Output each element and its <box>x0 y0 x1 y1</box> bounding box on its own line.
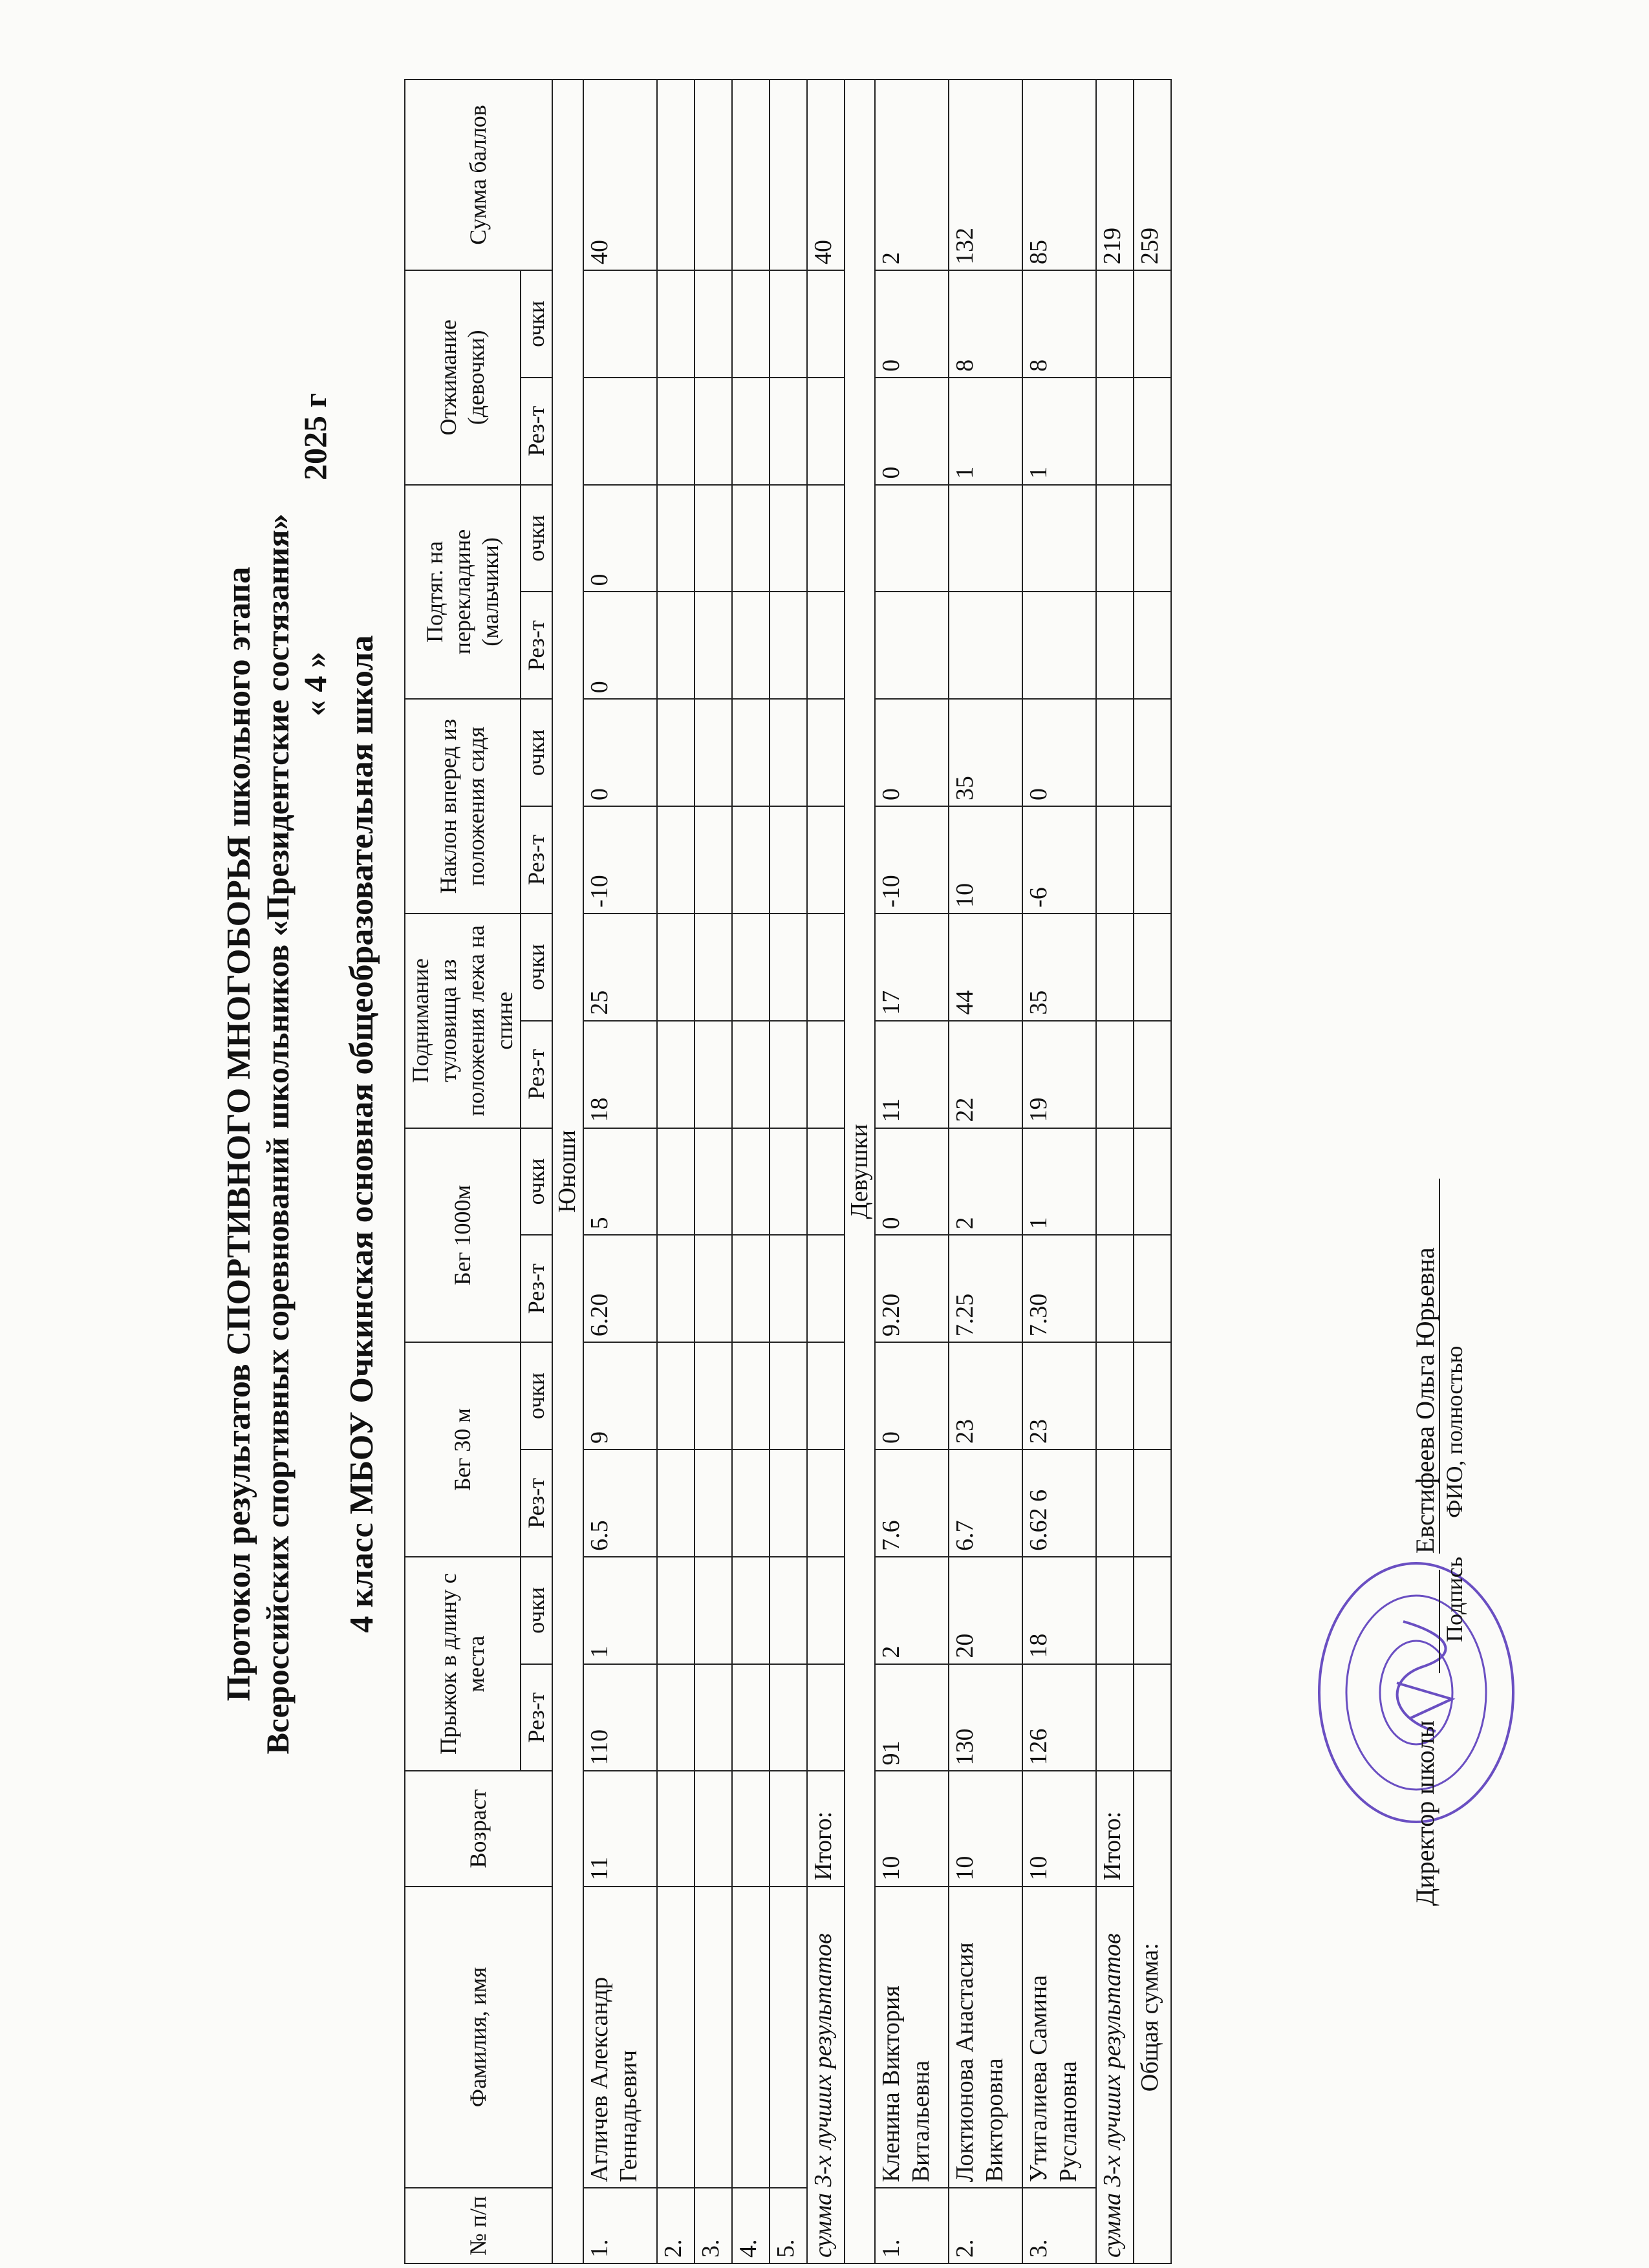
points-cell <box>695 1342 732 1450</box>
table-row <box>1022 80 1096 2263</box>
total-score: 2 <box>875 80 949 270</box>
points-cell <box>732 1557 770 1664</box>
points-cell <box>949 485 1022 592</box>
points-cell <box>695 914 732 1021</box>
results-body <box>552 80 1171 2263</box>
result-cell <box>695 1021 732 1128</box>
protocol-title: Протокол результатов СПОРТИВНОГО МНОГОБОРЬЯ школьного этапа <box>221 566 257 1702</box>
points-cell: 0 <box>583 699 657 806</box>
result-cell: 6.20 <box>583 1235 657 1342</box>
result-cell <box>657 378 695 485</box>
participant-name <box>770 1887 807 2188</box>
total-score <box>657 80 695 270</box>
participant-name: Кленина Виктория Витальевна <box>875 1887 949 2188</box>
empty-cell <box>1096 1450 1134 1557</box>
grand-total-value: 259 <box>1134 80 1171 270</box>
points-cell: 20 <box>949 1557 1022 1664</box>
points-cell <box>657 1128 695 1236</box>
points-cell: 8 <box>949 270 1022 378</box>
header-age: Возраст <box>405 1771 552 1886</box>
empty-cell <box>807 592 845 699</box>
participant-age <box>657 1771 695 1886</box>
empty-cell <box>807 699 845 806</box>
empty-cell <box>807 485 845 592</box>
points-cell: 35 <box>949 699 1022 806</box>
points-cell: 23 <box>1022 1342 1096 1450</box>
header-result: Рез-т <box>521 378 552 485</box>
boys-sum-row-value: 40 <box>807 80 845 270</box>
result-cell <box>732 1235 770 1342</box>
points-cell: 0 <box>1022 699 1096 806</box>
points-cell <box>770 914 807 1021</box>
director-name: Евстифеева Ольга Юрьевна <box>1410 1247 1439 1554</box>
points-cell <box>657 270 695 378</box>
participant-age: 10 <box>1022 1771 1096 1886</box>
girls-sum-row-value: 219 <box>1096 80 1134 270</box>
table-row <box>657 80 695 2263</box>
row-number: 1. <box>583 2188 657 2263</box>
points-cell: 2 <box>949 1128 1022 1236</box>
empty-cell <box>1134 270 1171 378</box>
girls-sum-row-label: сумма 3-х лучших результатов <box>1096 1887 1134 2263</box>
result-cell <box>770 1450 807 1557</box>
header-result: Рез-т <box>521 1664 552 1771</box>
boys-sum-row-itogo: Итого: <box>807 1771 845 1886</box>
header-points: очки <box>521 1128 552 1236</box>
table-row <box>732 80 770 2263</box>
result-cell <box>657 592 695 699</box>
result-cell <box>657 1021 695 1128</box>
points-cell <box>770 1557 807 1664</box>
boys-sum-row-label: сумма 3-х лучших результатов <box>807 1887 845 2263</box>
school-title: 4 класс МБОУ Очкинская основная общеобразовательная школа <box>343 635 380 1633</box>
points-cell <box>732 914 770 1021</box>
header-points: очки <box>521 914 552 1021</box>
result-cell: 9.20 <box>875 1235 949 1342</box>
header-result: Рез-т <box>521 806 552 914</box>
boys-sum-row <box>807 80 845 2263</box>
participant-age <box>732 1771 770 1886</box>
header-event-pullups: Подтяг. на перекладине (мальчики) <box>405 485 521 700</box>
empty-cell <box>1134 1342 1171 1450</box>
points-cell: 8 <box>1022 270 1096 378</box>
result-cell: -10 <box>583 806 657 914</box>
empty-cell <box>1134 1664 1171 1771</box>
points-cell <box>657 699 695 806</box>
empty-cell <box>1134 485 1171 592</box>
result-cell <box>875 592 949 699</box>
girls-section <box>845 80 876 2263</box>
result-cell <box>1022 592 1096 699</box>
header-result: Рез-т <box>521 1021 552 1128</box>
participant-age: 10 <box>875 1771 949 1886</box>
empty-cell <box>1134 806 1171 914</box>
empty-cell <box>807 1128 845 1236</box>
result-cell: 22 <box>949 1021 1022 1128</box>
points-cell <box>657 1342 695 1450</box>
points-cell <box>1022 485 1096 592</box>
empty-cell <box>1134 1235 1171 1342</box>
row-number: 1. <box>875 2188 949 2263</box>
points-cell <box>770 270 807 378</box>
total-score <box>695 80 732 270</box>
points-cell: 17 <box>875 914 949 1021</box>
table-row <box>875 80 949 2263</box>
points-cell <box>732 485 770 592</box>
points-cell <box>770 1128 807 1236</box>
empty-cell <box>1134 378 1171 485</box>
result-cell: 10 <box>949 806 1022 914</box>
empty-cell <box>1096 1557 1134 1664</box>
signature-line <box>1439 1570 1440 1673</box>
result-cell <box>695 1235 732 1342</box>
points-cell: 25 <box>583 914 657 1021</box>
participant-name <box>732 1887 770 2188</box>
points-cell <box>695 1128 732 1236</box>
points-cell <box>657 1557 695 1664</box>
header-points: очки <box>521 699 552 806</box>
header-event-run1000: Бег 1000м <box>405 1128 521 1343</box>
date-day: « 4 » <box>297 652 333 716</box>
empty-cell <box>807 378 845 485</box>
points-cell <box>770 485 807 592</box>
total-score: 85 <box>1022 80 1096 270</box>
result-cell: 6.7 <box>949 1450 1022 1557</box>
girls-section-title: Девушки <box>845 80 876 2263</box>
points-cell <box>875 485 949 592</box>
points-cell: 35 <box>1022 914 1096 1021</box>
points-cell: 0 <box>875 1128 949 1236</box>
row-number: 2. <box>949 2188 1022 2263</box>
participant-name <box>695 1887 732 2188</box>
director-name-line <box>1439 1179 1440 1554</box>
result-cell: 7.6 <box>875 1450 949 1557</box>
points-cell: 0 <box>875 1342 949 1450</box>
boys-section <box>552 80 583 2263</box>
signature-block <box>1313 872 1520 1906</box>
result-cell <box>770 1664 807 1771</box>
result-cell: -10 <box>875 806 949 914</box>
table-row <box>949 80 1022 2263</box>
table-row <box>583 80 657 2263</box>
result-cell <box>949 592 1022 699</box>
empty-cell <box>1096 699 1134 806</box>
participant-age <box>770 1771 807 1886</box>
result-cell: 126 <box>1022 1664 1096 1771</box>
result-cell <box>657 1450 695 1557</box>
empty-cell <box>807 270 845 378</box>
result-cell: 6.62 6 <box>1022 1450 1096 1557</box>
result-cell: 19 <box>1022 1021 1096 1128</box>
empty-cell <box>807 806 845 914</box>
result-cell: 0 <box>583 592 657 699</box>
result-cell: -6 <box>1022 806 1096 914</box>
result-cell <box>695 806 732 914</box>
girls-sum-row <box>1096 80 1134 2263</box>
points-cell <box>657 485 695 592</box>
points-cell: 18 <box>1022 1557 1096 1664</box>
total-score: 132 <box>949 80 1022 270</box>
result-cell: 91 <box>875 1664 949 1771</box>
result-cell <box>695 1664 732 1771</box>
result-cell: 7.25 <box>949 1235 1022 1342</box>
result-cell <box>770 592 807 699</box>
participant-name: Утигалиева Самина Руслановна <box>1022 1887 1096 2188</box>
points-cell: 0 <box>875 270 949 378</box>
competition-title: Всероссийских спортивных соревнований школьников «Президентские состязания» <box>259 513 296 1755</box>
empty-cell <box>1096 1021 1134 1128</box>
points-cell: 1 <box>583 1557 657 1664</box>
points-cell <box>657 914 695 1021</box>
empty-cell <box>807 914 845 1021</box>
empty-cell <box>1134 1021 1171 1128</box>
participant-name <box>657 1887 695 2188</box>
points-cell: 1 <box>1022 1128 1096 1236</box>
header-event-run30: Бег 30 м <box>405 1342 521 1557</box>
points-cell <box>695 270 732 378</box>
header-event-pushups: Отжимание (девочки) <box>405 270 521 485</box>
empty-cell <box>1134 914 1171 1021</box>
header-points: очки <box>521 270 552 378</box>
row-number: 2. <box>657 2188 695 2263</box>
total-score <box>770 80 807 270</box>
header-result: Рез-т <box>521 592 552 699</box>
result-cell <box>583 378 657 485</box>
empty-cell <box>807 1557 845 1664</box>
table-row <box>695 80 732 2263</box>
header-points: очки <box>521 1557 552 1664</box>
empty-cell <box>1134 1450 1171 1557</box>
result-cell <box>695 378 732 485</box>
result-cell <box>732 806 770 914</box>
total-score <box>732 80 770 270</box>
points-cell <box>732 699 770 806</box>
empty-cell <box>807 1342 845 1450</box>
empty-cell <box>1096 1342 1134 1450</box>
row-number: 3. <box>695 2188 732 2263</box>
participant-name: Локтионова Анастасия Викторовна <box>949 1887 1022 2188</box>
name-caption: ФИО, полностью <box>1441 1345 1467 1518</box>
empty-cell <box>1134 592 1171 699</box>
empty-cell <box>1096 378 1134 485</box>
empty-cell <box>807 1021 845 1128</box>
result-cell <box>770 1235 807 1342</box>
header-points: очки <box>521 485 552 592</box>
empty-cell <box>1096 1235 1134 1342</box>
date-year: 2025 г <box>297 392 333 480</box>
points-cell <box>583 270 657 378</box>
result-cell: 130 <box>949 1664 1022 1771</box>
points-cell: 0 <box>875 699 949 806</box>
grand-total-row <box>1134 80 1171 2263</box>
result-cell <box>770 1021 807 1128</box>
empty-cell <box>1134 1128 1171 1236</box>
points-cell <box>732 1342 770 1450</box>
points-cell <box>770 699 807 806</box>
director-label: Директор школы <box>1410 1720 1439 1906</box>
result-cell <box>732 378 770 485</box>
header-result: Рез-т <box>521 1235 552 1342</box>
header-event-jump: Прыжок в длину с места <box>405 1557 521 1771</box>
date-line <box>296 393 334 716</box>
result-cell: 0 <box>875 378 949 485</box>
signature-caption: Подпись <box>1441 1556 1467 1642</box>
total-score: 40 <box>583 80 657 270</box>
header-name: Фамилия, имя <box>405 1887 552 2188</box>
empty-cell <box>1096 1664 1134 1771</box>
points-cell <box>695 1557 732 1664</box>
results-table <box>404 79 1172 2264</box>
empty-cell <box>1096 485 1134 592</box>
participant-age: 10 <box>949 1771 1022 1886</box>
empty-cell <box>1096 592 1134 699</box>
result-cell <box>732 1021 770 1128</box>
result-cell <box>657 1664 695 1771</box>
empty-cell <box>1134 1557 1171 1664</box>
result-cell <box>732 1450 770 1557</box>
participant-name: Агличев Александр Геннадьевич <box>583 1887 657 2188</box>
empty-cell <box>1134 699 1171 806</box>
points-cell: 2 <box>875 1557 949 1664</box>
header-event-situps: Поднимание туловища из положения лежа на спине <box>405 914 521 1128</box>
empty-cell <box>1096 806 1134 914</box>
points-cell <box>770 1342 807 1450</box>
result-cell <box>695 1450 732 1557</box>
header-num: № п/п <box>405 2188 552 2263</box>
points-cell <box>732 1128 770 1236</box>
result-cell <box>770 806 807 914</box>
header-event-bend: Наклон вперед из положения сидя <box>405 699 521 914</box>
header-result: Рез-т <box>521 1450 552 1557</box>
points-cell <box>732 270 770 378</box>
row-number: 4. <box>732 2188 770 2263</box>
result-cell: 11 <box>875 1021 949 1128</box>
points-cell <box>695 699 732 806</box>
header-total: Сумма баллов <box>405 80 552 270</box>
result-cell <box>732 1664 770 1771</box>
result-cell: 18 <box>583 1021 657 1128</box>
result-cell <box>657 1235 695 1342</box>
participant-age: 11 <box>583 1771 657 1886</box>
empty-cell <box>1096 914 1134 1021</box>
table-row <box>770 80 807 2263</box>
header-points: очки <box>521 1342 552 1450</box>
result-cell: 7.30 <box>1022 1235 1096 1342</box>
grand-total-label: Общая сумма: <box>1134 1771 1171 2263</box>
points-cell: 44 <box>949 914 1022 1021</box>
boys-section-title: Юноши <box>552 80 583 2263</box>
points-cell: 5 <box>583 1128 657 1236</box>
result-cell: 1 <box>1022 378 1096 485</box>
result-cell: 1 <box>949 378 1022 485</box>
result-cell <box>770 378 807 485</box>
row-number: 5. <box>770 2188 807 2263</box>
empty-cell <box>1096 1128 1134 1236</box>
empty-cell <box>1096 270 1134 378</box>
row-number: 3. <box>1022 2188 1096 2263</box>
empty-cell <box>807 1235 845 1342</box>
points-cell <box>695 485 732 592</box>
empty-cell <box>807 1664 845 1771</box>
points-cell: 9 <box>583 1342 657 1450</box>
result-cell: 110 <box>583 1664 657 1771</box>
result-cell <box>657 806 695 914</box>
result-cell <box>732 592 770 699</box>
result-cell: 6.5 <box>583 1450 657 1557</box>
girls-sum-row-itogo: Итого: <box>1096 1771 1134 1886</box>
empty-cell <box>807 1450 845 1557</box>
points-cell: 0 <box>583 485 657 592</box>
result-cell <box>695 592 732 699</box>
participant-age <box>695 1771 732 1886</box>
points-cell: 23 <box>949 1342 1022 1450</box>
